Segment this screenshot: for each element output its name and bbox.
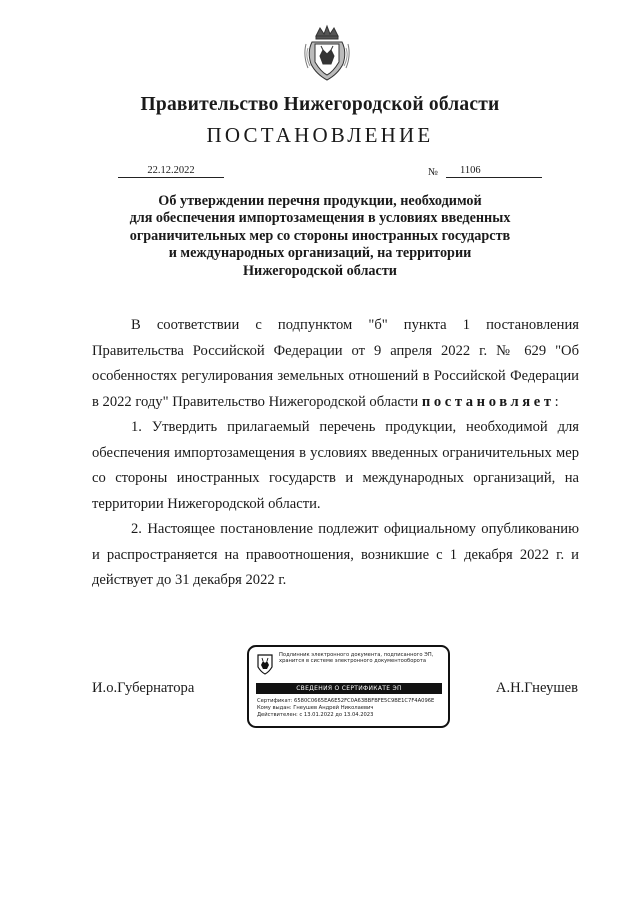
coat-of-arms-icon	[302, 22, 352, 84]
electronic-signature-stamp	[247, 645, 450, 728]
document-type: ПОСТАНОВЛЕНИЕ	[206, 123, 434, 147]
number-sign: №	[428, 167, 439, 178]
heading-line: Нижегородской области	[243, 262, 397, 279]
stamp-notice-line: хранится в системе электронного документооборота	[279, 658, 427, 665]
certificate-validity: Действителен: с 13.01.2022 до 13.04.2023	[257, 712, 374, 718]
signatory-name: А.Н.Гнеушев	[495, 680, 578, 696]
organization-title: Правительство Нижегородской области	[140, 94, 500, 115]
document-body	[92, 313, 579, 594]
preamble-text: В соответствии с подпунктом "б" пункта 1 постановления Правительства Российской Федерации от 9 апреля 2022 г. № 629 "Об особенностях регулирования земельных отношений в Российской Федерации в 2022 году" Правительство Нижегородской области	[92, 317, 579, 410]
certificate-owner: Кому выдан: Гнеушев Андрей Николаевич	[257, 705, 374, 711]
deer-emblem-icon	[256, 653, 274, 675]
stamp-notice-line: Подлинник электронного документа, подписанного ЭП,	[279, 652, 434, 658]
heading-line: Об утверждении перечня продукции, необходимой	[158, 193, 482, 209]
decree-colon: :	[554, 393, 559, 410]
clause-2: 2. Настоящее постановление подлежит официальному опубликованию и распространяется на правоотношения, возникшие с 1 декабря 2022 г. и действует до 31 декабря 2022 г.	[92, 521, 579, 588]
signatory-position: И.о.Губернатора	[92, 680, 195, 696]
clause-1: 1. Утвердить прилагаемый перечень продукции, необходимой для обеспечения импортозамещения в условиях введенных ограничительных мер со стороны иностранных государств и международных организаций, на территории Нижегородской области.	[92, 419, 579, 512]
heading-line: ограничительных мер со стороны иностранных государств	[129, 227, 511, 244]
document-number-field	[446, 164, 542, 178]
certificate-details	[257, 698, 445, 719]
document-number: 1106	[460, 165, 481, 176]
document-date: 22.12.2022	[118, 164, 224, 178]
decree-word: постановляет	[421, 393, 555, 410]
certificate-banner: СВЕДЕНИЯ О СЕРТИФИКАТЕ ЭП	[256, 683, 442, 694]
heading-line: для обеспечения импортозамещения в условиях введенных	[129, 210, 511, 227]
stamp-notice	[279, 652, 445, 665]
preamble-paragraph	[92, 313, 579, 415]
heading-line: и международных организаций, на территории	[168, 245, 472, 262]
document-heading	[110, 193, 530, 280]
certificate-number: Сертификат: 6580C0665EA6E52FC0A63BBFBFE5C9BE1C7F4A096E	[257, 698, 435, 704]
